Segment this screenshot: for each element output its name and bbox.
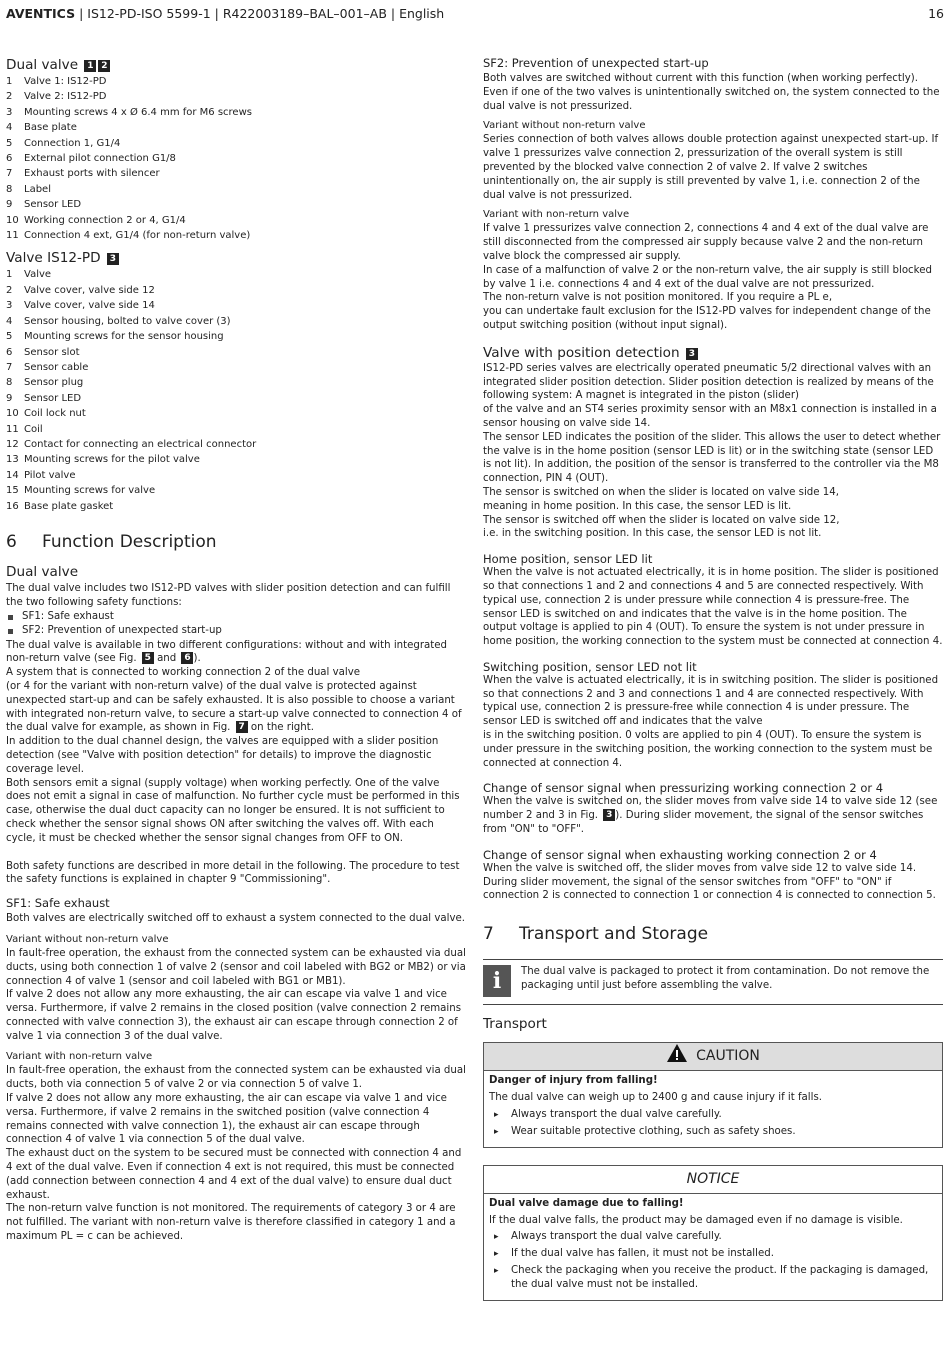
item-text: Valve 2: IS12-PD bbox=[24, 91, 107, 103]
dual-valve-parts-list bbox=[6, 74, 466, 243]
paragraph: IS12-PD series valves are electrically operated pneumatic 5/2 directional valves with an integrated slider position detection. Slider position detection is realized by means of the following system: A magnet is integrated in the piston (slider) bbox=[483, 362, 934, 402]
item-number: 10 bbox=[6, 214, 19, 226]
item-number: 11 bbox=[6, 423, 19, 435]
list-item: ▸ Wear suitable protective clothing, such as safety shoes. bbox=[489, 1125, 937, 1139]
caution-heading: Danger of injury from falling! bbox=[489, 1075, 658, 1087]
item-text: Base plate bbox=[24, 122, 77, 134]
item-number: 2 bbox=[6, 91, 13, 103]
list-item bbox=[6, 182, 466, 197]
sf2-heading: SF2: Prevention of unexpected start-up bbox=[483, 56, 709, 70]
list-item bbox=[6, 422, 466, 437]
list-item bbox=[6, 213, 466, 228]
item-number: 6 bbox=[6, 346, 13, 358]
list-item bbox=[6, 452, 466, 467]
list-item bbox=[6, 136, 466, 151]
sf1-with-heading: Variant with non-return valve bbox=[6, 1051, 153, 1063]
paragraph: Both sensors emit a signal (supply voltage) when working perfectly. One of the valve does not emit a signal in case of malfunction. No further cycle must be performed in this case, otherwise the dual duct capacity can no longer be ensured. It is not sufficient to check whether the sensor signal shows ON after switching the valves off. With each cycle, it must be checked whether the sensor signal changes from OFF to ON. bbox=[6, 777, 460, 844]
item-text: Sensor housing, bolted to valve cover (3) bbox=[24, 315, 231, 327]
transport-heading: Transport bbox=[483, 1016, 547, 1033]
item-number: 1 bbox=[6, 76, 13, 87]
item-text: Connection 1, G1/4 bbox=[24, 137, 121, 149]
paragraph: A system that is connected to working connection 2 of the dual valve (or 4 for the variant with non-return valve) of the dual valve is protected against unexpected start-up and can be safely exhausted. It is also possible to choose a variant with integrated non-return valve, to secure a start-up valve connected to connection 4 of the dual valve for example, as shown in Fig. 7 on the right. bbox=[6, 667, 462, 734]
list-item bbox=[6, 267, 466, 282]
item-number: 8 bbox=[6, 183, 13, 195]
valve-list-title: Valve IS12-PD 3 bbox=[6, 249, 466, 267]
list-item: SF2: Prevention of unexpected start-up bbox=[6, 624, 466, 639]
page-number: 16 bbox=[928, 6, 944, 21]
caution-list bbox=[489, 1108, 937, 1139]
item-number: 5 bbox=[6, 331, 13, 343]
list-item bbox=[6, 283, 466, 298]
item-text: External pilot connection G1/8 bbox=[24, 153, 176, 165]
paragraph: In case of a malfunction of valve 2 or the non-return valve, the air supply is still blocked by valve 1 i.e. connections 4 and 4 ext of the dual valve are not pressurized. bbox=[483, 264, 932, 290]
item-number: 3 bbox=[6, 106, 13, 118]
list-item bbox=[6, 298, 466, 313]
paragraph: Both valves are switched without current with this function (when working perfectly). Even if one of the two valves is unintentionally switched on, the system connected to the dual valve is not pressurized. bbox=[483, 73, 940, 112]
valve-parts-list bbox=[6, 267, 466, 514]
fig-badge: 3 bbox=[107, 253, 119, 265]
left-column bbox=[6, 56, 466, 1244]
list-item bbox=[6, 375, 466, 390]
paragraph: is in the switching position. 0 volts are applied to pin 4 (OUT). To ensure the system is under pressure in the switching position, the working connection to the system must be connected at connection 4. bbox=[483, 730, 933, 769]
list-item bbox=[6, 314, 466, 329]
paragraph: If valve 1 pressurizes valve connection 2, connections 4 and 4 ext of the dual valve are still disconnected from the compressed air supply because valve 2 and the non-return valve block the compressed air supply. bbox=[483, 223, 929, 262]
list-item bbox=[6, 483, 466, 498]
item-number: 4 bbox=[6, 122, 13, 134]
item-number: 6 bbox=[6, 153, 13, 165]
item-text: Contact for connecting an electrical connector bbox=[24, 438, 257, 450]
paragraph: In addition to the dual channel design, the valves are equipped with a slider position detection (see "Valve with position detection" for details) to improve the diagnostic coverage level. bbox=[6, 736, 439, 775]
item-number: 16 bbox=[6, 500, 19, 512]
list-item bbox=[6, 166, 466, 181]
item-number: 4 bbox=[6, 315, 13, 327]
item-text: Sensor cable bbox=[24, 361, 89, 373]
item-text: Sensor LED bbox=[24, 392, 82, 404]
paragraph: When the valve is actuated electrically, it is in switching position. The slider is positioned so that connections 2 and 3 and connections 1 and 4 are connected respectively. With typical use, connection 2 is pressure-free while connection 4 is under pressure. The sensor LED is switched off and indicates that the valve bbox=[483, 674, 939, 728]
item-number: 5 bbox=[6, 137, 13, 149]
item-text: Sensor slot bbox=[24, 346, 80, 358]
notice-header: NOTICE bbox=[484, 1166, 942, 1194]
warning-icon bbox=[666, 1043, 688, 1063]
list-item bbox=[6, 360, 466, 375]
paragraph: you can undertake fault exclusion for the IS12-PD valves for independent change of the output switching position (without input signal). bbox=[483, 306, 931, 331]
item-number: 9 bbox=[6, 199, 13, 211]
paragraph: In fault-free operation, the exhaust from the connected system can be exhausted via dual ducts, both via connection 5 of valve 2 or via connection 5 of valve 1. bbox=[6, 1065, 466, 1091]
right-column bbox=[483, 56, 943, 1301]
paragraph: The sensor is switched on when the slider is located on valve side 14, bbox=[483, 486, 839, 498]
list-item bbox=[6, 499, 466, 514]
paragraph: The exhaust duct on the system to be secured must be connected with connection 4 and 4 ext of the dual valve. Even if connection 4 ext is not required, this must be connected (add connection between connection 4 and 4 ext of the dual valve) to ensure dual duct exhaust. bbox=[6, 1148, 462, 1201]
paragraph: If valve 2 does not allow any more exhausting, the air can escape via valve 1 and vice versa. Furthermore, if valve 2 remains in the closed position (valve connection 2 remains connected with valve connection 3), the exhaust air can escape through connection 2 of valve 1 via connection 3 of the dual valve. bbox=[6, 989, 462, 1042]
list-item bbox=[6, 105, 466, 120]
item-text: Coil lock nut bbox=[24, 408, 86, 420]
list-item bbox=[6, 406, 466, 421]
caution-text: The dual valve can weigh up to 2400 g and cause injury if it falls. bbox=[489, 1092, 822, 1104]
pressurizing-heading: Change of sensor signal when pressurizing working connection 2 or 4 bbox=[483, 781, 884, 796]
paragraph: The dual valve includes two IS12-PD valves with slider position detection and can fulfill the two following safety functions: bbox=[6, 582, 451, 608]
item-number: 8 bbox=[6, 377, 13, 389]
list-item bbox=[6, 151, 466, 166]
paragraph: The non-return valve function is not monitored. The requirements of category 3 or 4 are not fulfilled. The variant with non-return valve is therefore classified in category 1 and a maximum PL = c can be achieved. bbox=[6, 1203, 456, 1243]
caution-label: CAUTION bbox=[696, 1048, 760, 1065]
paragraph: In fault-free operation, the exhaust from the connected system can be exhausted via dual ducts, using both connection 1 of valve 2 (sensor and coil labeled with BG2 or MB2) or via connection 4 of valve 1 (sensor and coil labeled with BG1 or MB1). bbox=[6, 947, 466, 987]
item-text: Exhaust ports with silencer bbox=[24, 168, 160, 180]
notice-heading: Dual valve damage due to falling! bbox=[489, 1197, 684, 1209]
switching-position-heading: Switching position, sensor LED not lit bbox=[483, 659, 697, 674]
list-item bbox=[6, 468, 466, 483]
list-item bbox=[6, 74, 466, 89]
item-text: Sensor plug bbox=[24, 377, 84, 389]
paragraph: of the valve and an ST4 series proximity sensor with an M8x1 connection is installed in a sensor housing on valve side 14. bbox=[483, 404, 937, 429]
paragraph: When the valve is not actuated electrically, it is in home position. The slider is positioned so that connections 1 and 2 and connections 4 and 5 are connected respectively. With typical use, connection 2 is under pressure while connection 4 is pressure-free. The sensor LED is switched on and indicates that the valve is in the home position. The output voltage is applied to pin 4 (OUT). To ensure the system is not under pressure in home position, the working connection to the system must be connected at connection 4. bbox=[483, 567, 943, 648]
item-number: 9 bbox=[6, 392, 13, 404]
paragraph: Both safety functions are described in more detail in the following. The procedure to test the safety functions is explained in chapter 9 "Commissioning". bbox=[6, 860, 460, 886]
list-item bbox=[6, 120, 466, 135]
item-text: Working connection 2 or 4, G1/4 bbox=[24, 214, 186, 226]
sf2-without-heading: Variant without non-return valve bbox=[483, 120, 646, 132]
list-item bbox=[6, 345, 466, 360]
item-number: 12 bbox=[6, 438, 19, 450]
item-text: Coil bbox=[24, 423, 43, 435]
paragraph: The non-return valve is not position monitored. If you require a PL e, bbox=[483, 292, 833, 304]
item-number: 15 bbox=[6, 485, 19, 497]
list-item: ▸ Check the packaging when you receive the product. If the packaging is damaged, the dual valve must not be installed. bbox=[489, 1264, 937, 1292]
page-header bbox=[6, 6, 944, 26]
sf1-heading: SF1: Safe exhaust bbox=[6, 896, 110, 911]
paragraph: The sensor is switched off when the slider is located on valve side 12, bbox=[483, 514, 840, 526]
sf2-with-heading: Variant with non-return valve bbox=[483, 209, 630, 221]
exhausting-heading: Change of sensor signal when exhausting working connection 2 or 4 bbox=[483, 847, 877, 862]
item-number: 13 bbox=[6, 454, 19, 466]
notice-text: If the dual valve falls, the product may be damaged even if no damage is visible. bbox=[489, 1214, 903, 1226]
item-text: Base plate gasket bbox=[24, 500, 114, 512]
list-item: ▸ If the dual valve has fallen, it must not be installed. bbox=[489, 1247, 937, 1261]
paragraph: Series connection of both valves allows double protection against unexpected start-up. If valve 1 pressurizes valve connection 2, pressurization of the overall system is still prevented by the blocked valve connection 2 of valve 2. If valve 2 switches unintentionally on, the air supply is still prevented by valve 1, i.e. connection 2 of the dual valve is not pressurized. bbox=[483, 134, 939, 201]
info-text: The dual valve is packaged to protect it from contamination. Do not remove the packaging until just before assembling the valve. bbox=[521, 966, 930, 992]
safety-functions-list bbox=[6, 610, 466, 639]
item-number: 14 bbox=[6, 469, 19, 481]
chapter-6-heading: 6 Function Description bbox=[6, 531, 217, 552]
item-number: 7 bbox=[6, 168, 13, 180]
list-item bbox=[6, 89, 466, 104]
item-text: Valve cover, valve side 14 bbox=[24, 300, 155, 312]
list-item bbox=[6, 437, 466, 452]
item-text: Mounting screws for the sensor housing bbox=[24, 331, 224, 343]
info-icon: i bbox=[483, 965, 511, 997]
paragraph: When the valve is switched on, the slider moves from valve side 14 to valve side 12 (see number 2 and 3 in Fig. 3 ). During slider movement, the signal of the sensor switches from "ON" to "OFF". bbox=[483, 796, 938, 836]
paragraph: If valve 2 does not allow any more exhausting, the air can escape via valve 1 and vice versa. Furthermore, if valve 2 remains in the switched position (valve connection 4 remains connected with valve connection 1), the exhaust air can escape through connection 4 of valve 1 via connection 5 of the dual valve. bbox=[6, 1093, 447, 1146]
item-text: Mounting screws for the pilot valve bbox=[24, 454, 200, 466]
item-text: Valve 1: IS12-PD bbox=[24, 76, 107, 87]
dual-valve-heading: Dual valve bbox=[6, 563, 79, 580]
list-item bbox=[6, 197, 466, 212]
item-number: 11 bbox=[6, 230, 19, 242]
notice-list bbox=[489, 1230, 937, 1292]
item-text: Connection 4 ext, G1/4 (for non-return valve) bbox=[24, 230, 251, 242]
item-text: Label bbox=[24, 183, 51, 195]
home-position-heading: Home position, sensor LED lit bbox=[483, 552, 653, 567]
paragraph: i.e. in the switching position. In this case, the sensor LED is not lit. bbox=[483, 528, 822, 540]
item-number: 2 bbox=[6, 284, 13, 296]
item-number: 7 bbox=[6, 361, 13, 373]
chapter-7-heading: 7 Transport and Storage bbox=[483, 924, 709, 945]
item-text: Mounting screws for valve bbox=[24, 485, 156, 497]
fig-badge: 2 bbox=[98, 60, 110, 72]
list-item: SF1: Safe exhaust bbox=[6, 610, 466, 625]
dual-valve-list-title: Dual valve 1 2 bbox=[6, 56, 466, 74]
paragraph: When the valve is switched off, the slider moves from valve side 12 to valve side 14. During slider movement, the signal of the sensor switches from "OFF" to "ON" if connection 2 is connected to connection 1 or connection 4 is connected to connection 5. bbox=[483, 862, 936, 902]
fig-badge: 1 bbox=[84, 60, 96, 72]
position-detection-heading: Valve with position detection 3 bbox=[483, 344, 943, 362]
sf1-without-heading: Variant without non-return valve bbox=[6, 933, 169, 945]
list-item: ▸ Always transport the dual valve carefully. bbox=[489, 1108, 937, 1122]
item-number: 1 bbox=[6, 269, 13, 281]
paragraph: The dual valve is available in two different configurations: without and with integrated non-return valve (see Fig. 5 and 6 ). bbox=[6, 639, 448, 665]
item-text: Mounting screws 4 x Ø 6.4 mm for M6 screws bbox=[24, 106, 252, 118]
info-note bbox=[483, 959, 943, 1005]
caution-box bbox=[483, 1042, 943, 1148]
list-item bbox=[6, 391, 466, 406]
paragraph: meaning in home position. In this case, the sensor LED is lit. bbox=[483, 500, 792, 512]
item-text: Sensor LED bbox=[24, 199, 82, 211]
notice-box bbox=[483, 1165, 943, 1302]
item-number: 3 bbox=[6, 300, 13, 312]
item-text: Valve cover, valve side 12 bbox=[24, 284, 155, 296]
item-text: Pilot valve bbox=[24, 469, 76, 481]
list-item bbox=[6, 228, 466, 243]
list-item: ▸ Always transport the dual valve carefully. bbox=[489, 1230, 937, 1244]
item-number: 10 bbox=[6, 408, 19, 420]
paragraph: The sensor LED indicates the position of the slider. This allows the user to detect whether the valve is in the home position (sensor LED is lit) or in the switching state (sensor LED is not lit). In addition, the position of the sensor is transferred to the controller via the M8 connection, PIN 4 (OUT). bbox=[483, 431, 941, 485]
list-item bbox=[6, 329, 466, 344]
caution-header bbox=[484, 1043, 942, 1071]
item-text: Valve bbox=[24, 269, 52, 281]
doc-id: | IS12-PD-ISO 5599-1 | R422003189–BAL–001–AB | English bbox=[75, 6, 445, 21]
paragraph: Both valves are electrically switched off to exhaust a system connected to the dual valve. bbox=[6, 913, 466, 925]
brand: AVENTICS bbox=[6, 6, 76, 21]
